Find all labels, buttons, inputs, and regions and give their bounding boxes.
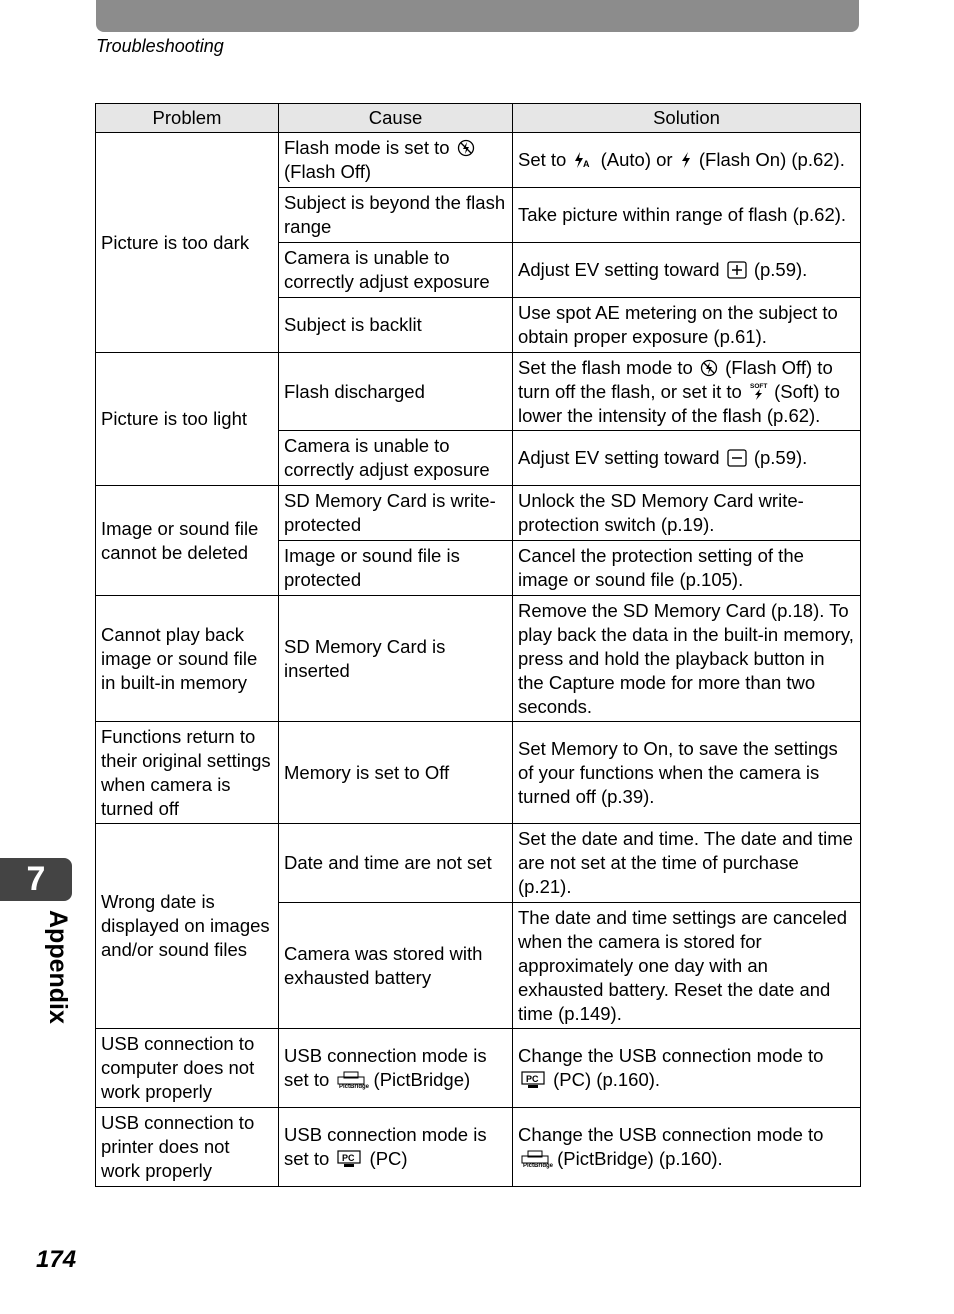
header-problem: Problem bbox=[96, 104, 279, 133]
table-row bbox=[96, 1108, 861, 1187]
cause-cell: SD Memory Card is inserted bbox=[279, 596, 513, 722]
cause-cell: USB connection mode is set to PC (PC) bbox=[279, 1108, 513, 1187]
table-row bbox=[96, 722, 861, 824]
problem-cell: USB connection to computer does not work properly bbox=[96, 1029, 279, 1108]
table-row bbox=[96, 353, 861, 431]
pictbridge-icon bbox=[336, 1071, 370, 1090]
cause-cell: Flash mode is set to (Flash Off) bbox=[279, 133, 513, 188]
solution-cell: Set to A (Auto) or (Flash On) (p.62). bbox=[513, 133, 861, 188]
flash-on-icon bbox=[680, 151, 692, 169]
cause-cell: Memory is set to Off bbox=[279, 722, 513, 824]
cause-cell: Subject is beyond the flash range bbox=[279, 188, 513, 243]
ev-minus-icon bbox=[727, 449, 747, 467]
solution-cell: Change the USB connection mode to PC (PC) (p.160). bbox=[513, 1029, 861, 1108]
cause-cell: Camera is unable to correctly adjust exposure bbox=[279, 431, 513, 486]
solution-cell: Set the flash mode to (Flash Off) to turn off the flash, or set it to SOFT (Soft) to lower the intensity of the flash (p.62). bbox=[513, 353, 861, 431]
pc-icon bbox=[520, 1071, 546, 1089]
solution-cell: Set the date and time. The date and time are not set at the time of purchase (p.21). bbox=[513, 824, 861, 903]
soft-flash-icon bbox=[749, 381, 767, 401]
header-bar bbox=[96, 0, 859, 32]
solution-cell: Set Memory to On, to save the settings of your functions when the camera is turned off (p.39). bbox=[513, 722, 861, 824]
table-row bbox=[96, 596, 861, 722]
table-row bbox=[96, 824, 861, 903]
cause-cell: SD Memory Card is write-protected bbox=[279, 486, 513, 541]
svg-text:PictBridge: PictBridge bbox=[339, 1084, 370, 1090]
problem-cell: Picture is too light bbox=[96, 353, 279, 486]
table-row bbox=[96, 1029, 861, 1108]
flash-off-icon bbox=[457, 139, 475, 157]
problem-cell: Functions return to their original settings when camera is turned off bbox=[96, 722, 279, 824]
solution-cell: Remove the SD Memory Card (p.18). To play back the data in the built-in memory, press and hold the playback button in the Capture mode for more than two seconds. bbox=[513, 596, 861, 722]
problem-cell: Picture is too dark bbox=[96, 133, 279, 353]
cause-cell: USB connection mode is set to PictBridge (PictBridge) bbox=[279, 1029, 513, 1108]
table-row bbox=[96, 133, 861, 188]
section-title: Troubleshooting bbox=[96, 36, 224, 56]
cause-cell: Image or sound file is protected bbox=[279, 541, 513, 596]
solution-cell: The date and time settings are canceled when the camera is stored for approximately one day with an exhausted battery. Reset the date and time (p.149). bbox=[513, 903, 861, 1029]
problem-cell: Wrong date is displayed on images and/or sound files bbox=[96, 824, 279, 1029]
svg-text:PC: PC bbox=[342, 1153, 355, 1163]
solution-cell: Change the USB connection mode to PictBridge (PictBridge) (p.160). bbox=[513, 1108, 861, 1187]
cause-cell: Subject is backlit bbox=[279, 298, 513, 353]
header-cause: Cause bbox=[279, 104, 513, 133]
flash-auto-icon bbox=[573, 151, 593, 169]
header-solution: Solution bbox=[513, 104, 861, 133]
svg-text:PC: PC bbox=[526, 1074, 539, 1084]
problem-cell: Cannot play back image or sound file in built-in memory bbox=[96, 596, 279, 722]
chapter-tab-number: 7 bbox=[0, 858, 72, 901]
solution-cell: Use spot AE metering on the subject to obtain proper exposure (p.61). bbox=[513, 298, 861, 353]
troubleshooting-table bbox=[95, 103, 861, 1187]
problem-cell: USB connection to printer does not work properly bbox=[96, 1108, 279, 1187]
cause-cell: Camera is unable to correctly adjust exposure bbox=[279, 243, 513, 298]
solution-cell: Unlock the SD Memory Card write-protection switch (p.19). bbox=[513, 486, 861, 541]
page-number: 174 bbox=[36, 1246, 77, 1273]
svg-text:PictBridge: PictBridge bbox=[523, 1163, 554, 1169]
cause-cell: Flash discharged bbox=[279, 353, 513, 431]
solution-cell: Take picture within range of flash (p.62). bbox=[513, 188, 861, 243]
svg-text:A: A bbox=[583, 159, 590, 169]
solution-cell: Cancel the protection setting of the image or sound file (p.105). bbox=[513, 541, 861, 596]
table-header-row bbox=[96, 104, 861, 133]
cause-cell: Camera was stored with exhausted battery bbox=[279, 903, 513, 1029]
cause-cell: Date and time are not set bbox=[279, 824, 513, 903]
chapter-tab-label: Appendix bbox=[44, 910, 72, 1024]
problem-cell: Image or sound file cannot be deleted bbox=[96, 486, 279, 596]
pc-icon bbox=[336, 1150, 362, 1168]
pictbridge-icon bbox=[520, 1150, 554, 1169]
flash-off-icon bbox=[700, 359, 718, 377]
svg-text:SOFT: SOFT bbox=[749, 382, 768, 390]
solution-cell: Adjust EV setting toward (p.59). bbox=[513, 431, 861, 486]
solution-cell: Adjust EV setting toward (p.59). bbox=[513, 243, 861, 298]
ev-plus-icon bbox=[727, 261, 747, 279]
table-row bbox=[96, 486, 861, 541]
